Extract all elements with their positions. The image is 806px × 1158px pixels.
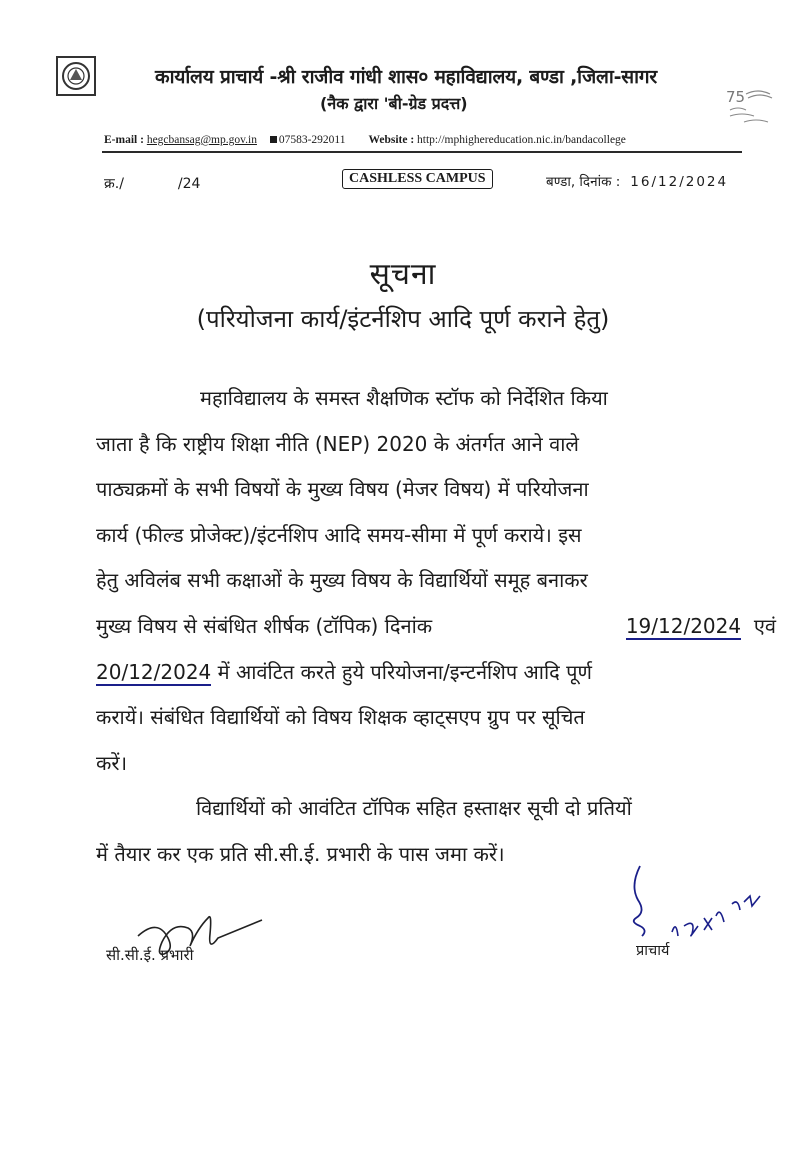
phone-number: 07583-292011: [278, 134, 346, 146]
ref-suffix: /24: [177, 176, 201, 192]
body-line: महाविद्यालय के समस्त शैक्षणिक स्टॉफ को निर्देशित किया: [200, 386, 608, 410]
topic-date-one: 19/12/2024: [625, 613, 742, 638]
cashless-campus-badge: CASHLESS CAMPUS: [342, 169, 493, 189]
azadi-ka-amrit-mahotsav-logo-icon: [724, 86, 784, 126]
website-link[interactable]: http://mphighereducation.nic.in/bandacollege: [417, 134, 626, 146]
body-line: कार्य (फील्ड प्रोजेक्ट)/इंटर्नशिप आदि समय-सीमा में पूर्ण कराये। इस: [96, 522, 582, 547]
notice-title: सूचना: [369, 257, 437, 292]
body-line: विद्यार्थियों को आवंटित टॉपिक सहित हस्ताक्षर सूची दो प्रतियों: [196, 796, 632, 821]
body-line: [96, 604, 776, 650]
principal-label: प्राचार्य: [636, 943, 670, 959]
body-line: करायें। संबंधित विद्यार्थियों को विषय शिक्षक व्हाट्सएप ग्रुप पर सूचित: [96, 705, 585, 730]
website-label: Website :: [368, 134, 415, 146]
body-line: पाठ्यक्रमों के सभी विषयों के मुख्य विषय (मेजर विषय) में परियोजना: [96, 477, 589, 502]
svg-text:75: 75: [726, 88, 746, 106]
principal-signature-icon: [600, 856, 780, 956]
body-line-text: एवं: [753, 613, 776, 638]
header-divider: [102, 151, 742, 153]
body-line-text: मुख्य विषय से संबंधित शीर्षक (टॉपिक) दिनांक: [96, 613, 433, 638]
topic-date-two: 20/12/2024: [96, 659, 212, 684]
issue-date: [546, 172, 728, 190]
reference-number: [104, 174, 200, 193]
contact-line: [104, 134, 744, 146]
phone-icon: [270, 136, 277, 143]
notice-subtitle: (परियोजना कार्य/इंटर्नशिप आदि पूर्ण कराने हेतु): [196, 305, 610, 333]
body-line: में तैयार कर एक प्रति सी.सी.ई. प्रभारी के पास जमा करें।: [96, 841, 505, 866]
email-link[interactable]: hegcbansag@mp.gov.in: [146, 134, 257, 146]
college-name-heading: कार्यालय प्राचार्य -श्री राजीव गांधी शास० महाविद्यालय, बण्डा ,जिला-सागर: [155, 66, 657, 88]
ref-prefix: क्र./: [104, 176, 124, 192]
body-line: हेतु अविलंब सभी कक्षाओं के मुख्य विषय के विद्यार्थियों समूह बनाकर: [96, 568, 588, 593]
body-line: करें।: [96, 750, 128, 775]
body-line-text: में आवंटित करते हुये परियोजना/इन्टर्नशिप आदि पूर्ण: [217, 659, 592, 684]
date-label: बण्डा, दिनांक :: [546, 174, 621, 190]
college-emblem-icon: [56, 56, 96, 96]
cce-incharge-label: सी.सी.ई. प्रभारी: [106, 946, 194, 964]
accreditation-note: (नैक द्वारा 'बी-ग्रेड प्रदत्त): [320, 94, 468, 113]
body-line: [96, 650, 776, 696]
email-label: E-mail :: [104, 134, 144, 146]
body-line: जाता है कि राष्ट्रीय शिक्षा नीति (NEP) 2020 के अंतर्गत आने वाले: [96, 431, 579, 456]
notice-body: [96, 376, 776, 878]
date-value: 16/12/2024: [630, 174, 729, 190]
